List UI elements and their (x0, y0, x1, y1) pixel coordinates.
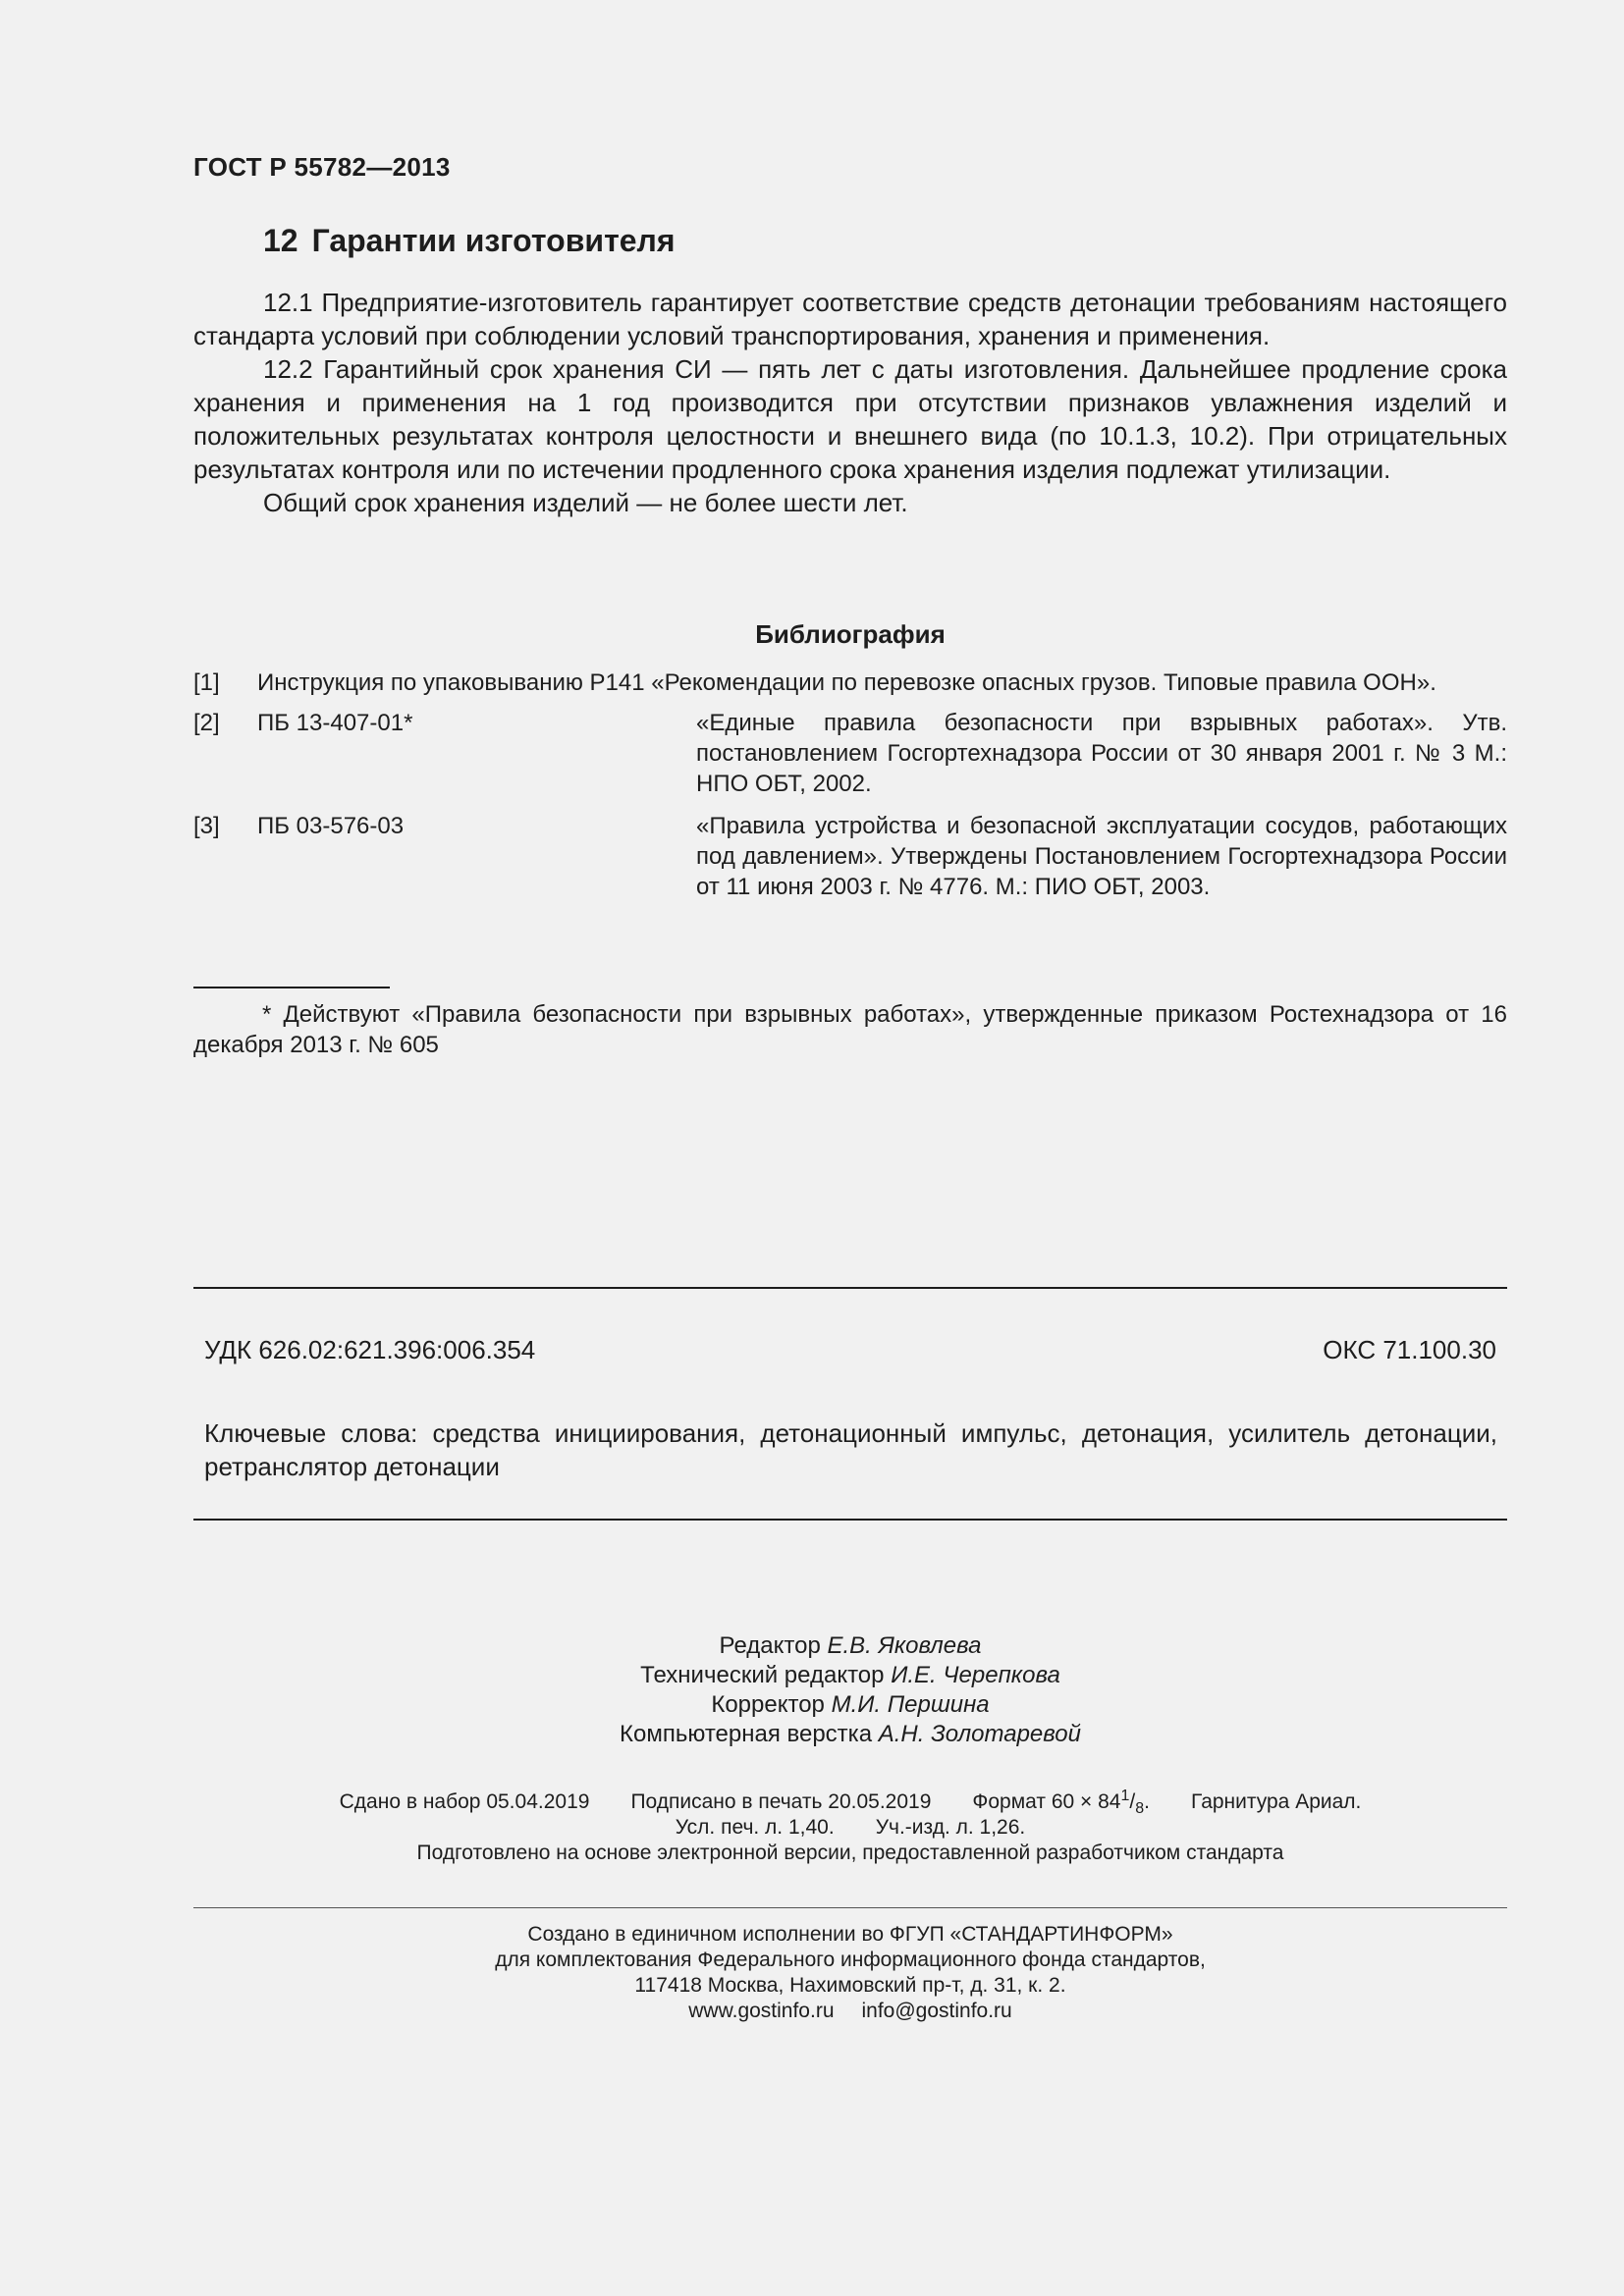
bibliography-item-number: [3] (193, 813, 220, 839)
bibliography-item-description: «Единые правила безопасности при взрывных работах». Утв. постановлением Госгортехнадзора России от 30 января 2001 г. № 3 М.: НПО ОБТ, 2002. (696, 710, 1507, 797)
paragraph-total-storage: Общий срок хранения изделий — не более шести лет. (263, 488, 908, 517)
keywords: Ключевые слова: средства инициирования, детонационный импульс, детонация, усилитель детонации, ретранслятор детонации (204, 1418, 1497, 1481)
credit-label: Корректор (711, 1691, 825, 1718)
credit-label: Компьютерная верстка (620, 1721, 873, 1747)
publishing-sheets: Уч.-изд. л. 1,26. (875, 1816, 1026, 1839)
paragraph-12-2: 12.2 Гарантийный срок хранения СИ — пять лет с даты изготовления. Дальнейшее продление срока хранения и применения на 1 год производится при отсутствии признаков увлажнения изделий и положительных результатах контроля целостности и внешнего вида (по 10.1.3, 10.2). При отрицательных результатах контроля или по истечении продленного срока хранения изделия подлежат утилизации. (193, 354, 1507, 484)
credit-name: Е.В. Яковлева (827, 1632, 982, 1659)
credit-label: Технический редактор (640, 1662, 885, 1688)
publisher-line-3: 117418 Москва, Нахимовский пр-т, д. 31, к. 2. (634, 1974, 1066, 1997)
footnote-separator (193, 987, 390, 988)
submitted-date: Сдано в набор 05.04.2019 (339, 1790, 590, 1813)
divider-top (193, 1287, 1507, 1289)
credits (193, 1631, 1507, 1749)
print-info-line-2 (193, 1815, 1507, 1841)
credit-proofreader (193, 1690, 1507, 1720)
email-link[interactable]: info@gostinfo.ru (861, 2000, 1012, 2022)
bibliography-item-number: [2] (193, 710, 220, 736)
print-sheets: Усл. печ. л. 1,40. (675, 1816, 835, 1839)
credit-name: И.Е. Черепкова (891, 1662, 1060, 1688)
font-name: Гарнитура Ариал. (1191, 1790, 1362, 1813)
divider-publisher (193, 1907, 1507, 1908)
oks-code: ОКС 71.100.30 (1323, 1335, 1496, 1364)
document-code: ГОСТ Р 55782—2013 (193, 152, 451, 182)
publisher-info (193, 1922, 1507, 2024)
section-number: 12 (263, 223, 298, 258)
bibliography-item-description: «Правила устройства и безопасной эксплуатации сосудов, работающих под давлением». Утверждены Постановлением Госгортехнадзора России от 11 июня 2003 г. № 4776. М.: ПИО ОБТ, 2003. (696, 813, 1507, 900)
bibliography-item-text: Инструкция по упаковыванию Р141 «Рекомендации по перевозке опасных грузов. Типовые правила ООН». (257, 669, 1436, 696)
divider-bottom (193, 1519, 1507, 1521)
paper-format: Формат $60 \times 84^1/_8$. (972, 1788, 1150, 1817)
credit-label: Редактор (719, 1632, 821, 1659)
publisher-line-2: для комплектования Федерального информационного фонда стандартов, (495, 1949, 1206, 1971)
prepared-note: Подготовлено на основе электронной версии, предоставленной разработчиком стандарта (416, 1842, 1284, 1864)
print-info (193, 1789, 1507, 1866)
credit-name: М.И. Першина (831, 1691, 990, 1718)
credit-editor (193, 1631, 1507, 1661)
bibliography-item-number: [1] (193, 669, 220, 696)
bibliography-item-code: ПБ 03-576-03 (257, 813, 405, 839)
publisher-line-1: Создано в единичном исполнении во ФГУП «СТАНДАРТИНФОРМ» (527, 1923, 1173, 1946)
udk-code: УДК 626.02:621.396:006.354 (204, 1335, 536, 1364)
credit-tech-editor (193, 1661, 1507, 1690)
section-title: Гарантии изготовителя (311, 223, 676, 258)
bibliography-item-code: ПБ 13-407-01* (257, 710, 413, 736)
bibliography-heading: Библиография (755, 619, 946, 649)
credit-layout (193, 1720, 1507, 1749)
website-link[interactable]: www.gostinfo.ru (688, 2000, 835, 2022)
footnote: * Действуют «Правила безопасности при взрывных работах», утвержденные приказом Ростехнадзора от 16 декабря 2013 г. № 605 (193, 1001, 1507, 1058)
paragraph-12-1: 12.1 Предприятие-изготовитель гарантирует соответствие средств детонации требованиям настоящего стандарта условий при соблюдении условий транспортирования, хранения и применения. (193, 288, 1507, 350)
section-heading (263, 223, 676, 259)
publisher-contacts (193, 1999, 1507, 2024)
signed-date: Подписано в печать 20.05.2019 (630, 1790, 932, 1813)
print-info-line-1 (193, 1789, 1507, 1815)
credit-name: А.Н. Золотаревой (878, 1721, 1081, 1747)
section-body (193, 286, 1507, 519)
